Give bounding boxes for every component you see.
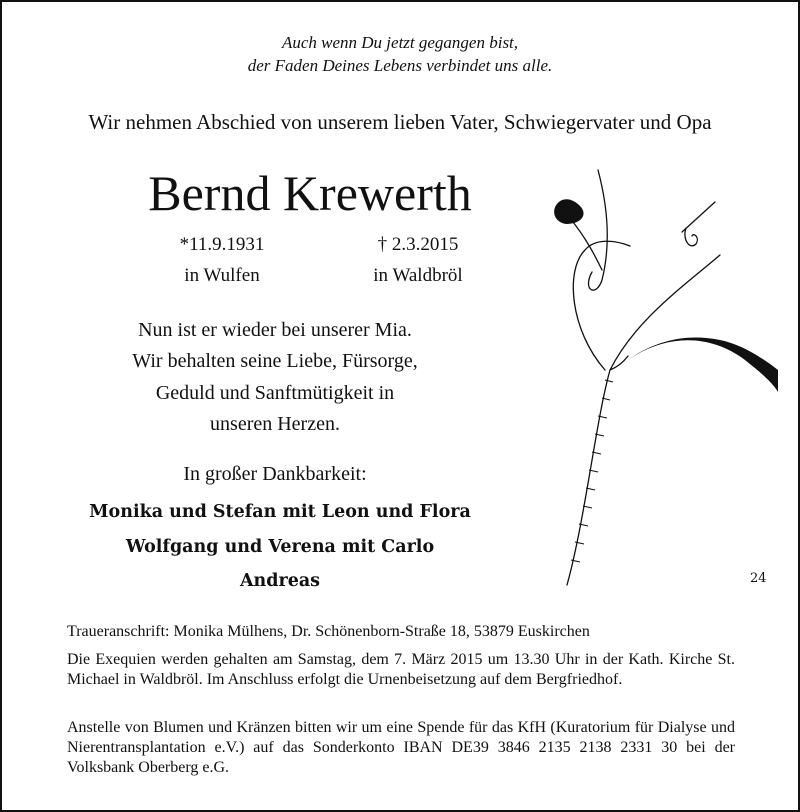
- mourner-line: Wolfgang und Verena mit Carlo: [125, 537, 435, 557]
- birth-place: in Wulfen: [184, 265, 260, 286]
- poem-line: Geduld und Sanftmütigkeit in: [155, 382, 395, 404]
- motto-line-2: der Faden Deines Lebens verbindet uns alle.: [247, 56, 553, 75]
- death-place: in Waldbröl: [373, 265, 463, 286]
- needle-hook: [685, 228, 697, 246]
- thread-to-fan: [610, 356, 628, 370]
- funeral-service-info: Die Exequien werden gehalten am Samstag, dem 7. März 2015 um 13.30 Uhr in der Kath. Kirche St. Michael in Waldbröl. Im Anschluss erfolgt die Urnenbeisetzung auf dem Bergfriedhof.: [67, 651, 735, 688]
- deceased-name: Bernd Krewerth: [148, 165, 472, 221]
- donation-request: Anstelle von Blumen und Kränzen bitten wir um eine Spende für das KfH (Kuratorium für Dialyse und Nierentransplantation e.V.) auf das Sonderkonto IBAN DE39 3846 2135 2138 2331 30 bei der Volksbank Oberberg e.G.: [67, 719, 735, 776]
- needle: [682, 202, 715, 232]
- artist-signature: 24: [750, 571, 767, 586]
- thread-stitches: [571, 380, 613, 562]
- stem-curve: [567, 255, 720, 585]
- intro-text: Wir nehmen Abschied von unserem lieben Vater, Schwiegervater und Opa: [88, 110, 712, 134]
- death-date: † 2.3.2015: [377, 234, 459, 255]
- poem-line: unseren Herzen.: [210, 413, 340, 435]
- mourner-line: Monika und Stefan mit Leon und Flora: [89, 502, 471, 522]
- fan-shape: [615, 338, 778, 392]
- thanks-heading: In großer Dankbarkeit:: [183, 463, 367, 485]
- thread-line-drawing: [510, 160, 790, 600]
- funeral-address: Traueranschrift: Monika Mülhens, Dr. Schönenborn-Straße 18, 53879 Euskirchen: [67, 623, 590, 640]
- poem-line: Wir behalten seine Liebe, Fürsorge,: [132, 350, 418, 372]
- mourner-line: Andreas: [239, 571, 321, 591]
- motto-line-1: Auch wenn Du jetzt gegangen bist,: [281, 33, 519, 52]
- birth-date: *11.9.1931: [179, 234, 265, 255]
- poem-line: Nun ist er wieder bei unserer Mia.: [138, 319, 412, 341]
- upper-stem: [589, 170, 608, 290]
- leaf-drop: [554, 199, 583, 224]
